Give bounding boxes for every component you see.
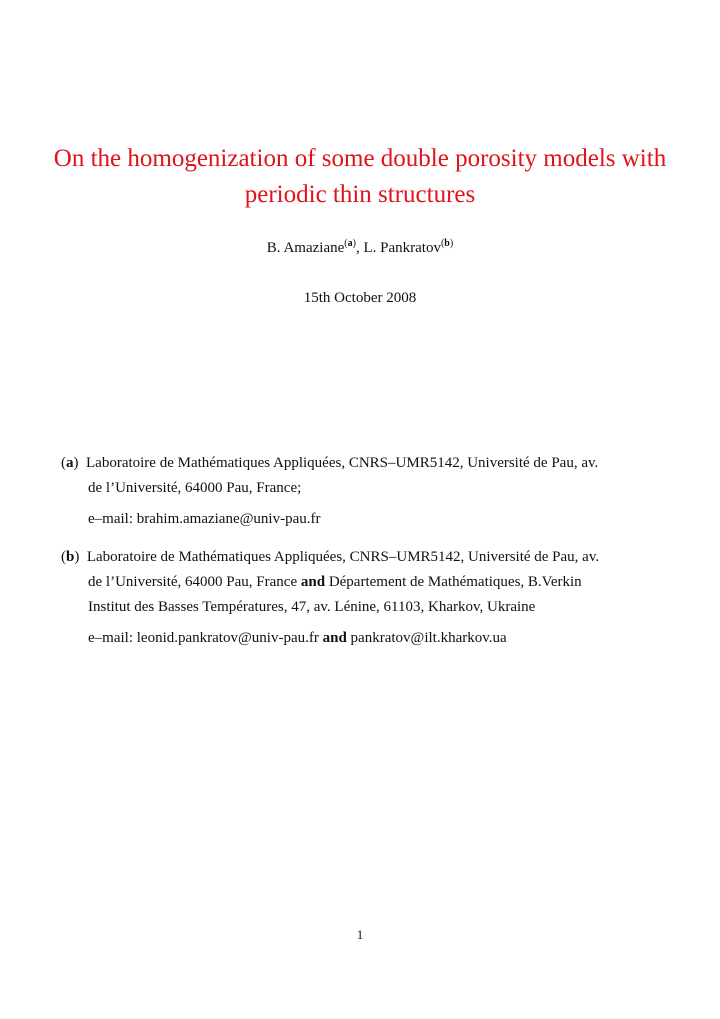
affiliation-text: Laboratoire de Mathématiques Appliquées, CNRS–UMR5142, Université de Pau, av.	[86, 455, 599, 471]
title-line-1: On the homogenization of some double porosity models with	[53, 145, 667, 172]
publication-date: 15th October 2008	[303, 290, 417, 306]
author-separator: ,	[355, 240, 364, 256]
page-number: 1	[356, 927, 364, 942]
email-line: e–mail: brahim.amaziane@univ-pau.fr	[88, 511, 321, 527]
affiliation-label: b	[66, 549, 75, 565]
paper-title	[40, 141, 680, 213]
affiliation-text: de l’Université, 64000 Pau, France;	[88, 480, 302, 496]
title-line-2: periodic thin structures	[244, 181, 476, 208]
email-address: leonid.pankratov@univ-pau.fr	[136, 630, 319, 646]
author-list	[0, 238, 720, 258]
author-name: L. Pankratov	[363, 240, 441, 256]
affiliation-mark: (a)	[344, 238, 356, 249]
email-address: pankratov@ilt.kharkov.ua	[350, 630, 507, 646]
affiliation-b: (b) Laboratoire de Mathématiques Appliquées, CNRS–UMR5142, Université de Pau, av. de l’Université, 64000 Pau, France and Département de Mathématiques, B.Verkin Institut des Basses Températures, 47, av. Lénine, 61103, Kharkov, Ukraine e–mail: leonid.pankratov@univ-pau.fr and pankratov@ilt.kharkov.ua	[61, 545, 681, 651]
affiliation-a: (a) Laboratoire de Mathématiques Appliquées, CNRS–UMR5142, Université de Pau, av. de l’Université, 64000 Pau, France; e–mail: brahim.amaziane@univ-pau.fr	[61, 451, 681, 532]
affiliation-mark: (b)	[440, 238, 454, 249]
affiliation-text: Institut des Basses Températures, 47, av. Lénine, 61103, Kharkov, Ukraine	[88, 599, 536, 615]
affiliation-label: a	[66, 455, 74, 471]
email-address: brahim.amaziane@univ-pau.fr	[136, 511, 321, 527]
email-line: e–mail: leonid.pankratov@univ-pau.fr and pankratov@ilt.kharkov.ua	[88, 630, 507, 646]
affiliation-text: Laboratoire de Mathématiques Appliquées, CNRS–UMR5142, Université de Pau, av.	[86, 549, 600, 565]
author-name: B. Amaziane	[266, 240, 345, 256]
affiliation-text: de l’Université, 64000 Pau, France and Département de Mathématiques, B.Verkin	[88, 574, 582, 590]
